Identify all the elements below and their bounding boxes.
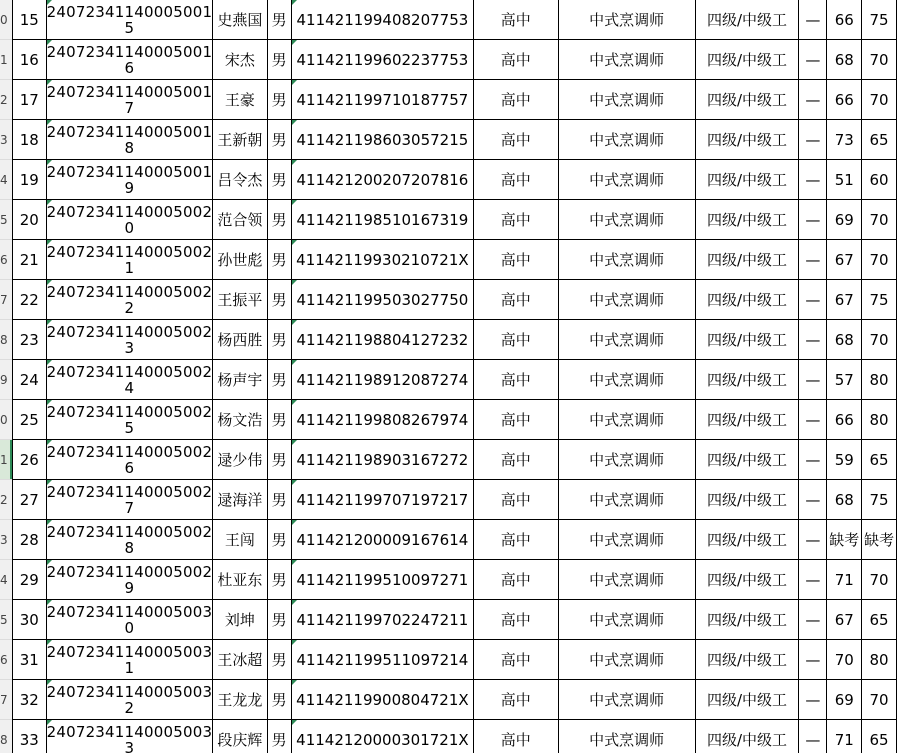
cell-score-practical[interactable]: 75 <box>862 280 897 320</box>
cell-registration-no[interactable] <box>46 320 213 360</box>
cell-seq-no[interactable]: 20 <box>13 200 47 240</box>
cell-registration-no[interactable] <box>46 160 213 200</box>
table-row <box>13 360 897 400</box>
cell-score-practical[interactable]: 80 <box>862 400 897 440</box>
cell-sex[interactable]: 男 <box>267 320 291 360</box>
table-row <box>13 160 897 200</box>
cell-name[interactable]: 吕令杰 <box>213 160 267 200</box>
cell-name[interactable]: 王振平 <box>213 280 267 320</box>
cell-score-practical[interactable]: 70 <box>862 680 897 720</box>
cell-score-theory[interactable]: 59 <box>827 440 862 480</box>
cell-seq-no[interactable]: 22 <box>13 280 47 320</box>
cell-occupation[interactable]: 中式烹调师 <box>558 80 695 120</box>
cell-sex[interactable]: 男 <box>267 160 291 200</box>
cell-sex[interactable]: 男 <box>267 560 291 600</box>
cell-score-theory[interactable]: 66 <box>827 80 862 120</box>
registration-no-part-a: 24072341140005002 <box>46 322 213 341</box>
cell-registration-no[interactable] <box>46 600 213 640</box>
cell-name[interactable]: 孙世彪 <box>213 240 267 280</box>
cell-id-number[interactable]: 411421199710187757 <box>291 80 473 120</box>
cell-id-number[interactable]: 411421199511097214 <box>291 640 473 680</box>
cell-score-practical[interactable]: 70 <box>862 80 897 120</box>
row-header[interactable]: 1 <box>0 40 12 80</box>
cell-sex[interactable]: 男 <box>267 40 291 80</box>
row-header[interactable]: 8 <box>0 720 12 753</box>
cell-id-number[interactable]: 411421198903167272 <box>291 440 473 480</box>
cell-seq-no[interactable]: 16 <box>13 40 47 80</box>
cell-score-theory[interactable]: 66 <box>827 0 862 40</box>
cell-score-theory[interactable]: 68 <box>827 480 862 520</box>
cell-level[interactable]: 四级/中级工 <box>695 640 799 680</box>
cell-occupation[interactable]: 中式烹调师 <box>558 680 695 720</box>
registration-no-part-a: 24072341140005001 <box>46 42 213 61</box>
cell-score-theory[interactable]: 69 <box>827 680 862 720</box>
cell-score-theory[interactable]: 67 <box>827 240 862 280</box>
row-header[interactable]: 4 <box>0 160 12 200</box>
cell-registration-no[interactable] <box>46 680 213 720</box>
cell-seq-no[interactable]: 21 <box>13 240 47 280</box>
registration-no-part-a: 24072341140005001 <box>46 2 213 21</box>
cell-dash[interactable]: — <box>799 280 827 320</box>
cell-score-practical[interactable]: 70 <box>862 240 897 280</box>
cell-sex[interactable]: 男 <box>267 280 291 320</box>
cell-sex[interactable]: 男 <box>267 720 291 753</box>
registration-no-part-a: 24072341140005003 <box>46 602 213 621</box>
row-header[interactable]: 2 <box>0 80 12 120</box>
cell-level[interactable]: 四级/中级工 <box>695 240 799 280</box>
cell-name[interactable]: 杨文浩 <box>213 400 267 440</box>
cell-registration-no[interactable] <box>46 120 213 160</box>
cell-education[interactable]: 高中 <box>474 560 559 600</box>
cell-dash[interactable]: — <box>799 0 827 40</box>
cell-sex[interactable]: 男 <box>267 0 291 40</box>
registration-no-part-a: 24072341140005003 <box>46 642 213 661</box>
cell-occupation[interactable]: 中式烹调师 <box>558 520 695 560</box>
cell-education[interactable]: 高中 <box>474 640 559 680</box>
cell-score-practical[interactable]: 70 <box>862 560 897 600</box>
cell-seq-no[interactable]: 18 <box>13 120 47 160</box>
cell-occupation[interactable]: 中式烹调师 <box>558 120 695 160</box>
cell-occupation[interactable]: 中式烹调师 <box>558 40 695 80</box>
cell-education[interactable]: 高中 <box>474 160 559 200</box>
table-row <box>13 320 897 360</box>
registration-no-part-a: 24072341140005002 <box>46 522 213 541</box>
cell-score-practical[interactable]: 65 <box>862 720 897 753</box>
table-row <box>13 680 897 720</box>
registration-no-part-a: 24072341140005002 <box>46 282 213 301</box>
cell-occupation[interactable]: 中式烹调师 <box>558 400 695 440</box>
row-header[interactable]: 2 <box>0 480 12 520</box>
cell-score-theory[interactable]: 57 <box>827 360 862 400</box>
cell-seq-no[interactable]: 27 <box>13 480 47 520</box>
cell-score-theory[interactable]: 缺考 <box>827 520 862 560</box>
cell-sex[interactable]: 男 <box>267 240 291 280</box>
cell-level[interactable]: 四级/中级工 <box>695 600 799 640</box>
cell-id-number[interactable]: 411421200207207816 <box>291 160 473 200</box>
cell-score-theory[interactable]: 70 <box>827 640 862 680</box>
cell-name[interactable]: 刘坤 <box>213 600 267 640</box>
cell-name[interactable]: 史燕国 <box>213 0 267 40</box>
cell-dash[interactable]: — <box>799 200 827 240</box>
registration-no-part-b: 1 <box>124 658 135 677</box>
cell-dash[interactable]: — <box>799 80 827 120</box>
cell-name[interactable]: 王新朝 <box>213 120 267 160</box>
cell-level[interactable]: 四级/中级工 <box>695 40 799 80</box>
cell-dash[interactable]: — <box>799 440 827 480</box>
table-row <box>13 640 897 680</box>
cell-id-number[interactable]: 411421199408207753 <box>291 0 473 40</box>
cell-name[interactable]: 杨声宇 <box>213 360 267 400</box>
registration-no-part-a: 24072341140005002 <box>46 482 213 501</box>
cell-score-theory[interactable]: 73 <box>827 120 862 160</box>
cell-registration-no[interactable] <box>46 0 213 40</box>
registration-no-part-a: 24072341140005002 <box>46 242 213 261</box>
cell-education[interactable]: 高中 <box>474 480 559 520</box>
row-header[interactable]: 3 <box>0 520 12 560</box>
cell-occupation[interactable]: 中式烹调师 <box>558 280 695 320</box>
cell-score-theory[interactable]: 68 <box>827 320 862 360</box>
registration-no-part-a: 24072341140005002 <box>46 562 213 581</box>
cell-id-number[interactable]: 411421199602237753 <box>291 40 473 80</box>
row-header[interactable]: 7 <box>0 680 12 720</box>
cell-score-theory[interactable]: 69 <box>827 200 862 240</box>
cell-id-number[interactable]: 411421200009167614 <box>291 520 473 560</box>
row-header[interactable]: 5 <box>0 200 12 240</box>
row-header[interactable]: 6 <box>0 240 12 280</box>
cell-sex[interactable]: 男 <box>267 360 291 400</box>
cell-dash[interactable]: — <box>799 560 827 600</box>
cell-seq-no[interactable]: 28 <box>13 520 47 560</box>
registration-no-part-b: 1 <box>124 258 135 277</box>
cell-registration-no[interactable] <box>46 440 213 480</box>
cell-name[interactable]: 逯海洋 <box>213 480 267 520</box>
cell-name[interactable]: 杨西胜 <box>213 320 267 360</box>
cell-education[interactable]: 高中 <box>474 200 559 240</box>
cell-sex[interactable]: 男 <box>267 600 291 640</box>
cell-sex[interactable]: 男 <box>267 440 291 480</box>
cell-dash[interactable]: — <box>799 640 827 680</box>
cell-education[interactable]: 高中 <box>474 360 559 400</box>
row-header[interactable]: 7 <box>0 280 12 320</box>
table-row <box>13 80 897 120</box>
cell-id-number[interactable]: 41142119900804721X <box>291 680 473 720</box>
cell-score-theory[interactable]: 68 <box>827 40 862 80</box>
cell-occupation[interactable]: 中式烹调师 <box>558 440 695 480</box>
cell-level[interactable]: 四级/中级工 <box>695 400 799 440</box>
cell-registration-no[interactable] <box>46 200 213 240</box>
cell-score-theory[interactable]: 51 <box>827 160 862 200</box>
registration-no-part-b: 8 <box>124 538 135 557</box>
cell-occupation[interactable]: 中式烹调师 <box>558 0 695 40</box>
cell-score-practical[interactable]: 60 <box>862 160 897 200</box>
cell-score-theory[interactable]: 71 <box>827 560 862 600</box>
cell-occupation[interactable]: 中式烹调师 <box>558 240 695 280</box>
registration-no-part-a: 24072341140005002 <box>46 202 213 221</box>
cell-level[interactable]: 四级/中级工 <box>695 360 799 400</box>
cell-registration-no[interactable] <box>46 400 213 440</box>
cell-education[interactable]: 高中 <box>474 0 559 40</box>
table-row <box>13 720 897 753</box>
cell-name[interactable]: 段庆辉 <box>213 720 267 753</box>
registration-no-part-b: 6 <box>124 58 135 77</box>
cell-education[interactable]: 高中 <box>474 680 559 720</box>
registration-no-part-b: 3 <box>124 738 135 753</box>
cell-occupation[interactable]: 中式烹调师 <box>558 320 695 360</box>
registration-no-part-a: 24072341140005003 <box>46 682 213 701</box>
cell-level[interactable]: 四级/中级工 <box>695 320 799 360</box>
cell-seq-no[interactable]: 26 <box>13 440 47 480</box>
row-header[interactable]: 1 <box>0 440 12 480</box>
cell-education[interactable]: 高中 <box>474 120 559 160</box>
cell-dash[interactable]: — <box>799 360 827 400</box>
cell-dash[interactable]: — <box>799 520 827 560</box>
cell-education[interactable]: 高中 <box>474 600 559 640</box>
cell-education[interactable]: 高中 <box>474 320 559 360</box>
cell-dash[interactable]: — <box>799 600 827 640</box>
cell-occupation[interactable]: 中式烹调师 <box>558 200 695 240</box>
cell-level[interactable]: 四级/中级工 <box>695 480 799 520</box>
cell-education[interactable]: 高中 <box>474 720 559 753</box>
registration-no-part-b: 0 <box>124 618 135 637</box>
cell-education[interactable]: 高中 <box>474 400 559 440</box>
cell-level[interactable]: 四级/中级工 <box>695 0 799 40</box>
cell-education[interactable]: 高中 <box>474 280 559 320</box>
cell-id-number[interactable]: 411421199702247211 <box>291 600 473 640</box>
cell-occupation[interactable]: 中式烹调师 <box>558 480 695 520</box>
table-row <box>13 480 897 520</box>
registration-no-part-b: 0 <box>124 218 135 237</box>
cell-level[interactable]: 四级/中级工 <box>695 680 799 720</box>
row-header[interactable]: 0 <box>0 400 12 440</box>
cell-level[interactable]: 四级/中级工 <box>695 520 799 560</box>
cell-score-practical[interactable]: 65 <box>862 440 897 480</box>
cell-score-practical[interactable]: 80 <box>862 360 897 400</box>
registration-no-part-b: 7 <box>124 498 135 517</box>
row-header[interactable]: 8 <box>0 320 12 360</box>
registration-no-part-b: 8 <box>124 138 135 157</box>
cell-id-number[interactable]: 411421199503027750 <box>291 280 473 320</box>
cell-dash[interactable]: — <box>799 720 827 753</box>
cell-score-practical[interactable]: 70 <box>862 320 897 360</box>
cell-score-theory[interactable]: 71 <box>827 720 862 753</box>
row-header[interactable]: 9 <box>0 360 12 400</box>
cell-name[interactable]: 杜亚东 <box>213 560 267 600</box>
table-row <box>13 600 897 640</box>
cell-name[interactable]: 王冰超 <box>213 640 267 680</box>
registration-no-part-b: 9 <box>124 178 135 197</box>
cell-registration-no[interactable] <box>46 80 213 120</box>
cell-dash[interactable]: — <box>799 320 827 360</box>
registration-no-part-a: 24072341140005002 <box>46 402 213 421</box>
cell-level[interactable]: 四级/中级工 <box>695 560 799 600</box>
cell-dash[interactable]: — <box>799 240 827 280</box>
registration-no-part-a: 24072341140005001 <box>46 162 213 181</box>
cell-seq-no[interactable]: 19 <box>13 160 47 200</box>
cell-education[interactable]: 高中 <box>474 80 559 120</box>
cell-registration-no[interactable] <box>46 640 213 680</box>
cell-registration-no[interactable] <box>46 560 213 600</box>
table-row <box>13 280 897 320</box>
cell-score-practical[interactable]: 70 <box>862 40 897 80</box>
cell-name[interactable]: 王龙龙 <box>213 680 267 720</box>
cell-level[interactable]: 四级/中级工 <box>695 280 799 320</box>
cell-id-number[interactable]: 411421199808267974 <box>291 400 473 440</box>
cell-id-number[interactable]: 41142119930210721X <box>291 240 473 280</box>
cell-id-number[interactable]: 411421199510097271 <box>291 560 473 600</box>
cell-score-practical[interactable]: 缺考 <box>862 520 897 560</box>
cell-name[interactable]: 王豪 <box>213 80 267 120</box>
table-row <box>13 40 897 80</box>
registration-no-part-a: 24072341140005003 <box>46 722 213 741</box>
cell-id-number[interactable]: 411421198804127232 <box>291 320 473 360</box>
cell-id-number[interactable]: 411421198912087274 <box>291 360 473 400</box>
table-row <box>13 0 897 40</box>
cell-sex[interactable]: 男 <box>267 120 291 160</box>
cell-occupation[interactable]: 中式烹调师 <box>558 720 695 753</box>
cell-registration-no[interactable] <box>46 40 213 80</box>
cell-sex[interactable]: 男 <box>267 80 291 120</box>
row-header[interactable]: 4 <box>0 560 12 600</box>
cell-seq-no[interactable]: 23 <box>13 320 47 360</box>
cell-level[interactable]: 四级/中级工 <box>695 160 799 200</box>
cell-score-practical[interactable]: 80 <box>862 640 897 680</box>
row-header[interactable]: 3 <box>0 120 12 160</box>
cell-score-theory[interactable]: 67 <box>827 280 862 320</box>
cell-occupation[interactable]: 中式烹调师 <box>558 600 695 640</box>
registration-no-part-b: 7 <box>124 98 135 117</box>
cell-seq-no[interactable]: 24 <box>13 360 47 400</box>
registration-no-part-b: 3 <box>124 338 135 357</box>
cell-education[interactable]: 高中 <box>474 40 559 80</box>
registration-no-part-a: 24072341140005002 <box>46 442 213 461</box>
cell-dash[interactable]: — <box>799 400 827 440</box>
row-header[interactable]: 0 <box>0 0 12 40</box>
cell-seq-no[interactable]: 17 <box>13 80 47 120</box>
cell-seq-no[interactable]: 31 <box>13 640 47 680</box>
cell-id-number[interactable]: 411421199707197217 <box>291 480 473 520</box>
cell-name[interactable]: 逯少伟 <box>213 440 267 480</box>
data-table <box>12 0 897 753</box>
table-row <box>13 120 897 160</box>
table-row <box>13 440 897 480</box>
table-row <box>13 400 897 440</box>
cell-seq-no[interactable]: 33 <box>13 720 47 753</box>
cell-dash[interactable]: — <box>799 120 827 160</box>
cell-seq-no[interactable]: 15 <box>13 0 47 40</box>
cell-dash[interactable]: — <box>799 40 827 80</box>
cell-id-number[interactable]: 411421198603057215 <box>291 120 473 160</box>
table-row <box>13 520 897 560</box>
cell-score-theory[interactable]: 67 <box>827 600 862 640</box>
cell-registration-no[interactable] <box>46 520 213 560</box>
cell-sex[interactable]: 男 <box>267 520 291 560</box>
cell-sex[interactable]: 男 <box>267 680 291 720</box>
cell-level[interactable]: 四级/中级工 <box>695 200 799 240</box>
table-row <box>13 560 897 600</box>
cell-occupation[interactable]: 中式烹调师 <box>558 560 695 600</box>
table-row <box>13 240 897 280</box>
cell-education[interactable]: 高中 <box>474 440 559 480</box>
cell-dash[interactable]: — <box>799 680 827 720</box>
cell-id-number[interactable]: 41142120000301721X <box>291 720 473 753</box>
cell-score-practical[interactable]: 75 <box>862 0 897 40</box>
cell-occupation[interactable]: 中式烹调师 <box>558 160 695 200</box>
cell-education[interactable]: 高中 <box>474 520 559 560</box>
registration-no-part-b: 5 <box>124 418 135 437</box>
cell-name[interactable]: 宋杰 <box>213 40 267 80</box>
registration-no-part-b: 5 <box>124 18 135 37</box>
cell-level[interactable]: 四级/中级工 <box>695 120 799 160</box>
cell-score-practical[interactable]: 70 <box>862 200 897 240</box>
cell-registration-no[interactable] <box>46 280 213 320</box>
cell-seq-no[interactable]: 32 <box>13 680 47 720</box>
cell-score-practical[interactable]: 65 <box>862 600 897 640</box>
cell-occupation[interactable]: 中式烹调师 <box>558 640 695 680</box>
cell-sex[interactable]: 男 <box>267 640 291 680</box>
cell-name[interactable]: 范合领 <box>213 200 267 240</box>
cell-education[interactable]: 高中 <box>474 240 559 280</box>
cell-dash[interactable]: — <box>799 480 827 520</box>
registration-no-part-a: 24072341140005002 <box>46 362 213 381</box>
cell-registration-no[interactable] <box>46 480 213 520</box>
row-header[interactable]: 6 <box>0 640 12 680</box>
cell-seq-no[interactable]: 30 <box>13 600 47 640</box>
cell-sex[interactable]: 男 <box>267 480 291 520</box>
cell-level[interactable]: 四级/中级工 <box>695 80 799 120</box>
registration-no-part-b: 6 <box>124 458 135 477</box>
cell-registration-no[interactable] <box>46 720 213 753</box>
cell-level[interactable]: 四级/中级工 <box>695 440 799 480</box>
cell-seq-no[interactable]: 25 <box>13 400 47 440</box>
cell-level[interactable]: 四级/中级工 <box>695 720 799 753</box>
registration-no-part-b: 2 <box>124 298 135 317</box>
cell-name[interactable]: 王闯 <box>213 520 267 560</box>
cell-registration-no[interactable] <box>46 240 213 280</box>
cell-id-number[interactable]: 411421198510167319 <box>291 200 473 240</box>
cell-occupation[interactable]: 中式烹调师 <box>558 360 695 400</box>
cell-sex[interactable]: 男 <box>267 200 291 240</box>
registration-no-part-a: 24072341140005001 <box>46 82 213 101</box>
cell-score-theory[interactable]: 66 <box>827 400 862 440</box>
cell-dash[interactable]: — <box>799 160 827 200</box>
registration-no-part-a: 24072341140005001 <box>46 122 213 141</box>
registration-no-part-b: 4 <box>124 378 135 397</box>
table-row <box>13 200 897 240</box>
cell-registration-no[interactable] <box>46 360 213 400</box>
cell-seq-no[interactable]: 29 <box>13 560 47 600</box>
registration-no-part-b: 2 <box>124 698 135 717</box>
registration-no-part-b: 9 <box>124 578 135 597</box>
cell-score-practical[interactable]: 75 <box>862 480 897 520</box>
cell-sex[interactable]: 男 <box>267 400 291 440</box>
cell-score-practical[interactable]: 65 <box>862 120 897 160</box>
row-header[interactable]: 5 <box>0 600 12 640</box>
